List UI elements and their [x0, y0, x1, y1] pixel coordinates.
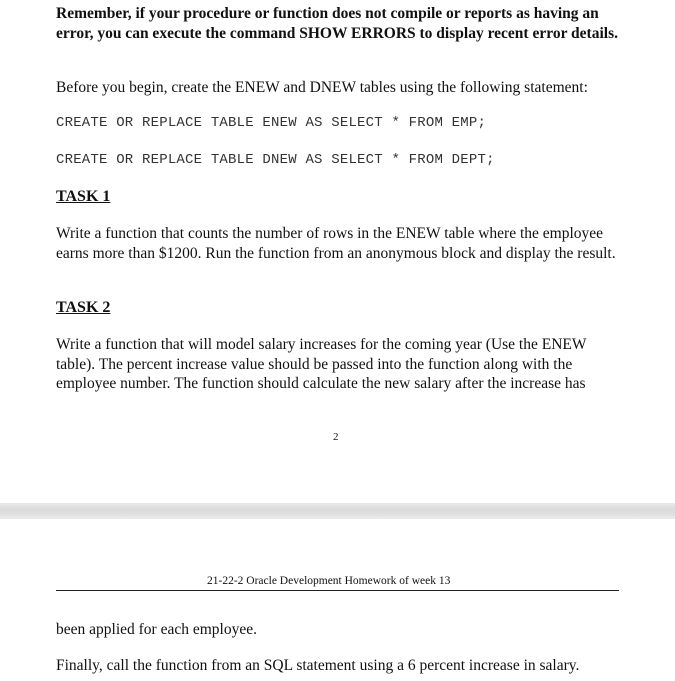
continuation-text: been applied for each employee.: [56, 621, 257, 638]
page-break: [0, 503, 675, 519]
task2-heading: TASK 2: [56, 299, 111, 316]
code-line-dnew: CREATE OR REPLACE TABLE DNEW AS SELECT * FROM DEPT;: [56, 152, 495, 168]
page-header: 21-22-2 Oracle Development Homework of week 13: [207, 575, 451, 587]
page-number: 2: [333, 431, 339, 443]
final-instruction: Finally, call the function from an SQL statement using a 6 percent increase in salary.: [56, 657, 580, 674]
task2-body: Write a function that will model salary increases for the coming year (Use the ENEW table). The percent increase value should be passed into the function along with the employee number. The function should calculate the new salary after the increase has: [56, 336, 587, 392]
before-begin-text: Before you begin, create the ENEW and DNEW tables using the following statement:: [56, 79, 588, 96]
header-rule: [56, 590, 619, 591]
intro-note: Remember, if your procedure or function does not compile or reports as having an error, you can execute the command SHOW ERRORS to display recent error details.: [56, 5, 618, 42]
code-line-enew: CREATE OR REPLACE TABLE ENEW AS SELECT * FROM EMP;: [56, 115, 487, 131]
task1-heading: TASK 1: [56, 188, 111, 205]
task1-body: Write a function that counts the number of rows in the ENEW table where the employee earns more than $1200. Run the function from an anonymous block and display the result.: [56, 225, 616, 262]
